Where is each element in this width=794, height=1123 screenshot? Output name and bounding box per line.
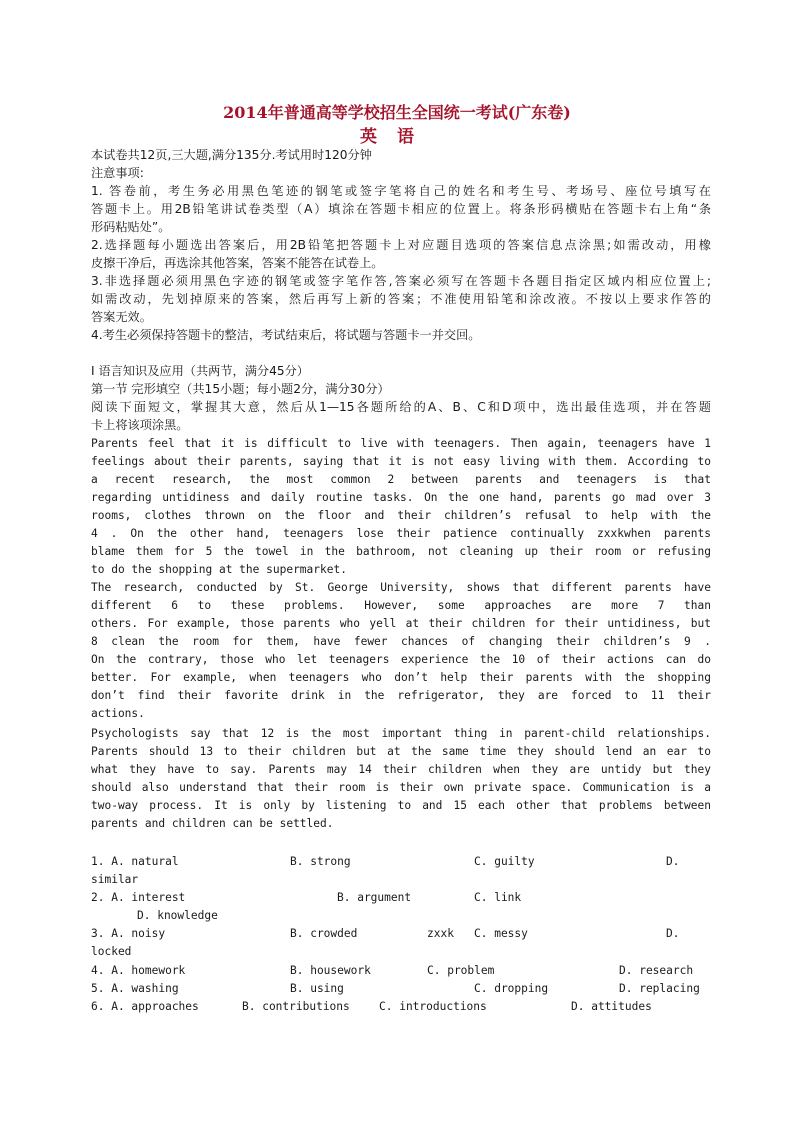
q1-option-d: D. [666, 855, 680, 868]
q2-option-a: 2. A. interest [91, 891, 186, 904]
passage-line: parents and children can be settled. [91, 817, 334, 830]
notice-1-line-1: 1. 答卷前，考生务必用黑色笔迹的钢笔或签字笔将自己的姓名和考生号、考场号、座位号填写在 [91, 184, 711, 198]
q3-option-a: 3. A. noisy [91, 927, 166, 940]
q6-option-d: D. attitudes [571, 1000, 652, 1013]
notice-2-line-1: 2.选择题每小题选出答案后，用2B铅笔把答题卡上对应题目选项的答案信息点涂黑;如需改动，用橡 [91, 238, 711, 252]
q3-option-c: C. messy [474, 927, 528, 940]
instruction-line-1: 阅读下面短文，掌握其大意，然后从1—15各题所给的A、B、C和D项中，选出最佳选项，并在答题 [91, 400, 711, 414]
passage-line: 4 . On the other hand, teenagers lose their patience continually zxxkwhen parents [91, 527, 711, 540]
passage-line: two-way process. It is only by listening to and 15 each other that problems between [91, 799, 711, 812]
q3-option-d-text: locked [91, 945, 132, 958]
subject-title: 英语 [360, 127, 434, 147]
q5-option-a: 5. A. washing [91, 982, 179, 995]
passage-line: don’t find their favorite drink in the refrigerator, they are forced to 11 their [91, 689, 711, 702]
q4-option-a: 4. A. homework [91, 964, 186, 977]
passage-line: rooms, clothes thrown on the floor and their children’s refusal to help with the [91, 509, 711, 522]
exam-info: 本试卷共12页,三大题,满分135分.考试用时120分钟 [91, 148, 372, 162]
exam-title: 2014年普通高等学校招生全国统一考试(广东卷) [223, 103, 571, 122]
notice-3-line-1: 3.非选择题必须用黑色字迹的钢笔或签字笔作答,答案必须写在答题卡各题目指定区域内相应位置上; [91, 274, 711, 288]
passage-line: On the contrary, those who let teenagers experience the 10 of their actions can do [91, 653, 711, 666]
notice-3-line-2: 如需改动，先划掉原来的答案，然后再写上新的答案；不准使用铅笔和涂改液。不按以上要求作答的 [91, 292, 711, 306]
q3-option-b: B. crowded [290, 927, 358, 940]
passage-line: actions. [91, 707, 145, 720]
notice-3-line-3: 答案无效。 [91, 310, 152, 324]
instruction-line-2: 卡上将该项涂黑。 [91, 418, 189, 432]
q5-option-d: D. replacing [619, 982, 700, 995]
passage-line: 8 clean the room for them, have fewer chances of changing their children’s 9 . [91, 635, 711, 648]
q6-option-a: 6. A. approaches [91, 1000, 199, 1013]
q1-option-c: C. guilty [474, 855, 535, 868]
q2-option-d: D. knowledge [137, 909, 218, 922]
passage-line: regarding untidiness and daily routine tasks. On the one hand, parents go mad over 3 [91, 491, 711, 504]
section-heading: 第一节 完形填空（共15小题；每小题2分，满分30分） [91, 382, 390, 396]
passage-line: different 6 to these problems. However, some approaches are more 7 than [91, 599, 711, 612]
q2-option-c: C. link [474, 891, 522, 904]
passage-line: what they have to say. Parents may 14 their children when they are untidy but they [91, 763, 711, 776]
q1-option-d-text: similar [91, 873, 139, 886]
watermark-text: zxxk [427, 927, 454, 940]
notice-1-line-2: 答题卡上。用2B铅笔讲试卷类型（A）填涂在答题卡相应的位置上。将条形码横贴在答题卡右上角“条 [91, 202, 711, 216]
q6-option-c: C. introductions [379, 1000, 487, 1013]
q4-option-d: D. research [619, 964, 694, 977]
passage-line: Parents feel that it is difficult to live with teenagers. Then again, teenagers have 1 [91, 437, 711, 450]
passage-line: blame them for 5 the towel in the bathroom, not cleaning up their room or refusing [91, 545, 711, 558]
q1-option-b: B. strong [290, 855, 351, 868]
passage-line: others. For example, those parents who yell at their children for their untidiness, but [91, 617, 711, 630]
notice-heading: 注意事项: [91, 166, 144, 180]
q5-option-b: B. using [290, 982, 344, 995]
passage-line: Psychologists say that 12 is the most important thing in parent-child relationships. [91, 727, 711, 740]
passage-line: Parents should 13 to their children but at the same time they should lend an ear to [91, 745, 711, 758]
passage-line: a recent research, the most common 2 between parents and teenagers is that [91, 473, 711, 486]
notice-4: 4.考生必须保持答题卡的整洁，考试结束后，将试题与答题卡一并交回。 [91, 328, 481, 342]
passage-line: better. For example, when teenagers who don’t help their parents with the shopping [91, 671, 711, 684]
q3-option-d: D. [666, 927, 680, 940]
q4-option-b: B. housework [290, 964, 371, 977]
passage-line: to do the shopping at the supermarket. [91, 563, 347, 576]
q2-option-b: B. argument [337, 891, 412, 904]
passage-line: feelings about their parents, saying that it is not easy living with them. According to [91, 455, 711, 468]
passage-line: The research, conducted by St. George University, shows that different parents have [91, 581, 711, 594]
q4-option-c: C. problem [427, 964, 495, 977]
notice-2-line-2: 皮擦干净后，再选涂其他答案，答案不能答在试卷上。 [91, 256, 384, 270]
q5-option-c: C. dropping [474, 982, 549, 995]
notice-1-line-3: 形码粘贴处”。 [91, 220, 171, 234]
passage-line: should also understand that their room is their own private space. Communication is a [91, 781, 711, 794]
part-heading: I 语言知识及应用（共两节，满分45分） [91, 364, 309, 378]
q1-option-a: 1. A. natural [91, 855, 179, 868]
q6-option-b: B. contributions [242, 1000, 350, 1013]
